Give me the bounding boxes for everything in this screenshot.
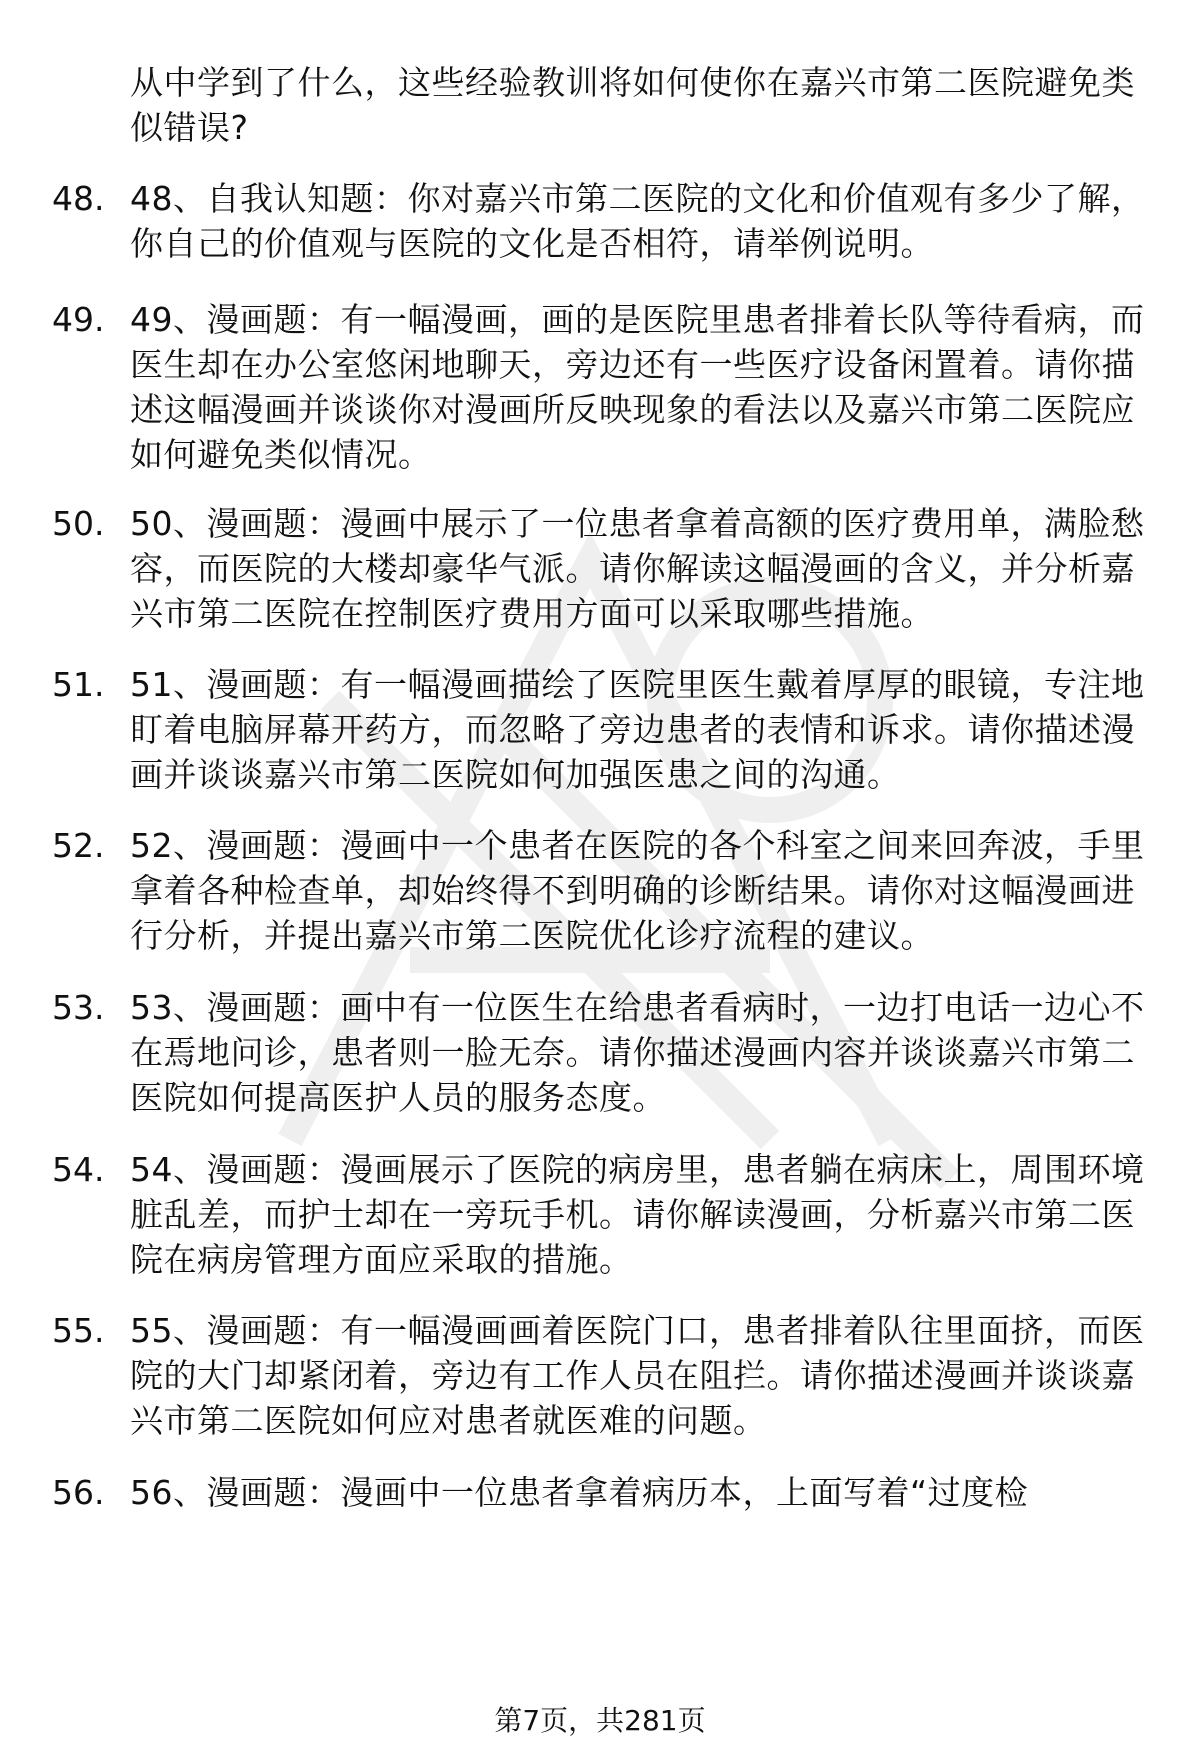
- page-footer: 第7页，共281页: [494, 1704, 706, 1737]
- question-text: 51、漫画题：有一幅漫画描绘了医院里医生戴着厚厚的眼镜，专注地盯着电脑屏幕开药方，而忽略了旁边患者的表情和诉求。请你描述漫画并谈谈嘉兴市第二医院如何加强医患之间的沟通。: [130, 665, 1145, 794]
- question-number: 53.: [52, 988, 105, 1027]
- continuation-text: 从中学到了什么，这些经验教训将如何使你在嘉兴市第二医院避免类似错误?: [130, 63, 1135, 147]
- question-number: 54.: [52, 1150, 105, 1189]
- question-text: 53、漫画题：画中有一位医生在给患者看病时，一边打电话一边心不在焉地问诊，患者则一脸无奈。请你描述漫画内容并谈谈嘉兴市第二医院如何提高医护人员的服务态度。: [130, 988, 1145, 1117]
- question-text: 52、漫画题：漫画中一个患者在医院的各个科室之间来回奔波，手里拿着各种检查单，却始终得不到明确的诊断结果。请你对这幅漫画进行分析，并提出嘉兴市第二医院优化诊疗流程的建议。: [130, 826, 1145, 955]
- question-number: 50.: [52, 504, 105, 543]
- question-number: 51.: [52, 665, 105, 704]
- question-number: 55.: [52, 1311, 105, 1350]
- question-number: 56.: [52, 1473, 105, 1512]
- question-text: 54、漫画题：漫画展示了医院的病房里，患者躺在病床上，周围环境脏乱差，而护士却在一旁玩手机。请你解读漫画，分析嘉兴市第二医院在病房管理方面应采取的措施。: [130, 1150, 1145, 1279]
- question-number: 52.: [52, 826, 105, 865]
- question-text: 50、漫画题：漫画中展示了一位患者拿着高额的医疗费用单，满脸愁容，而医院的大楼却豪华气派。请你解读这幅漫画的含义，并分析嘉兴市第二医院在控制医疗费用方面可以采取哪些措施。: [130, 504, 1145, 633]
- question-text: 56、漫画题：漫画中一位患者拿着病历本，上面写着“过度检: [130, 1473, 1029, 1512]
- question-text: 48、自我认知题：你对嘉兴市第二医院的文化和价值观有多少了解，你自己的价值观与医院的文化是否相符，请举例说明。: [130, 179, 1145, 263]
- question-number: 49.: [52, 300, 105, 339]
- question-text: 55、漫画题：有一幅漫画画着医院门口，患者排着队往里面挤，而医院的大门却紧闭着，旁边有工作人员在阻拦。请你描述漫画并谈谈嘉兴市第二医院如何应对患者就医难的问题。: [130, 1311, 1145, 1440]
- question-number: 48.: [52, 179, 105, 218]
- question-text: 49、漫画题：有一幅漫画，画的是医院里患者排着长队等待看病，而医生却在办公室悠闲地聊天，旁边还有一些医疗设备闲置着。请你描述这幅漫画并谈谈你对漫画所反映现象的看法以及嘉兴市第二医院应如何避免类似情况。: [130, 300, 1145, 474]
